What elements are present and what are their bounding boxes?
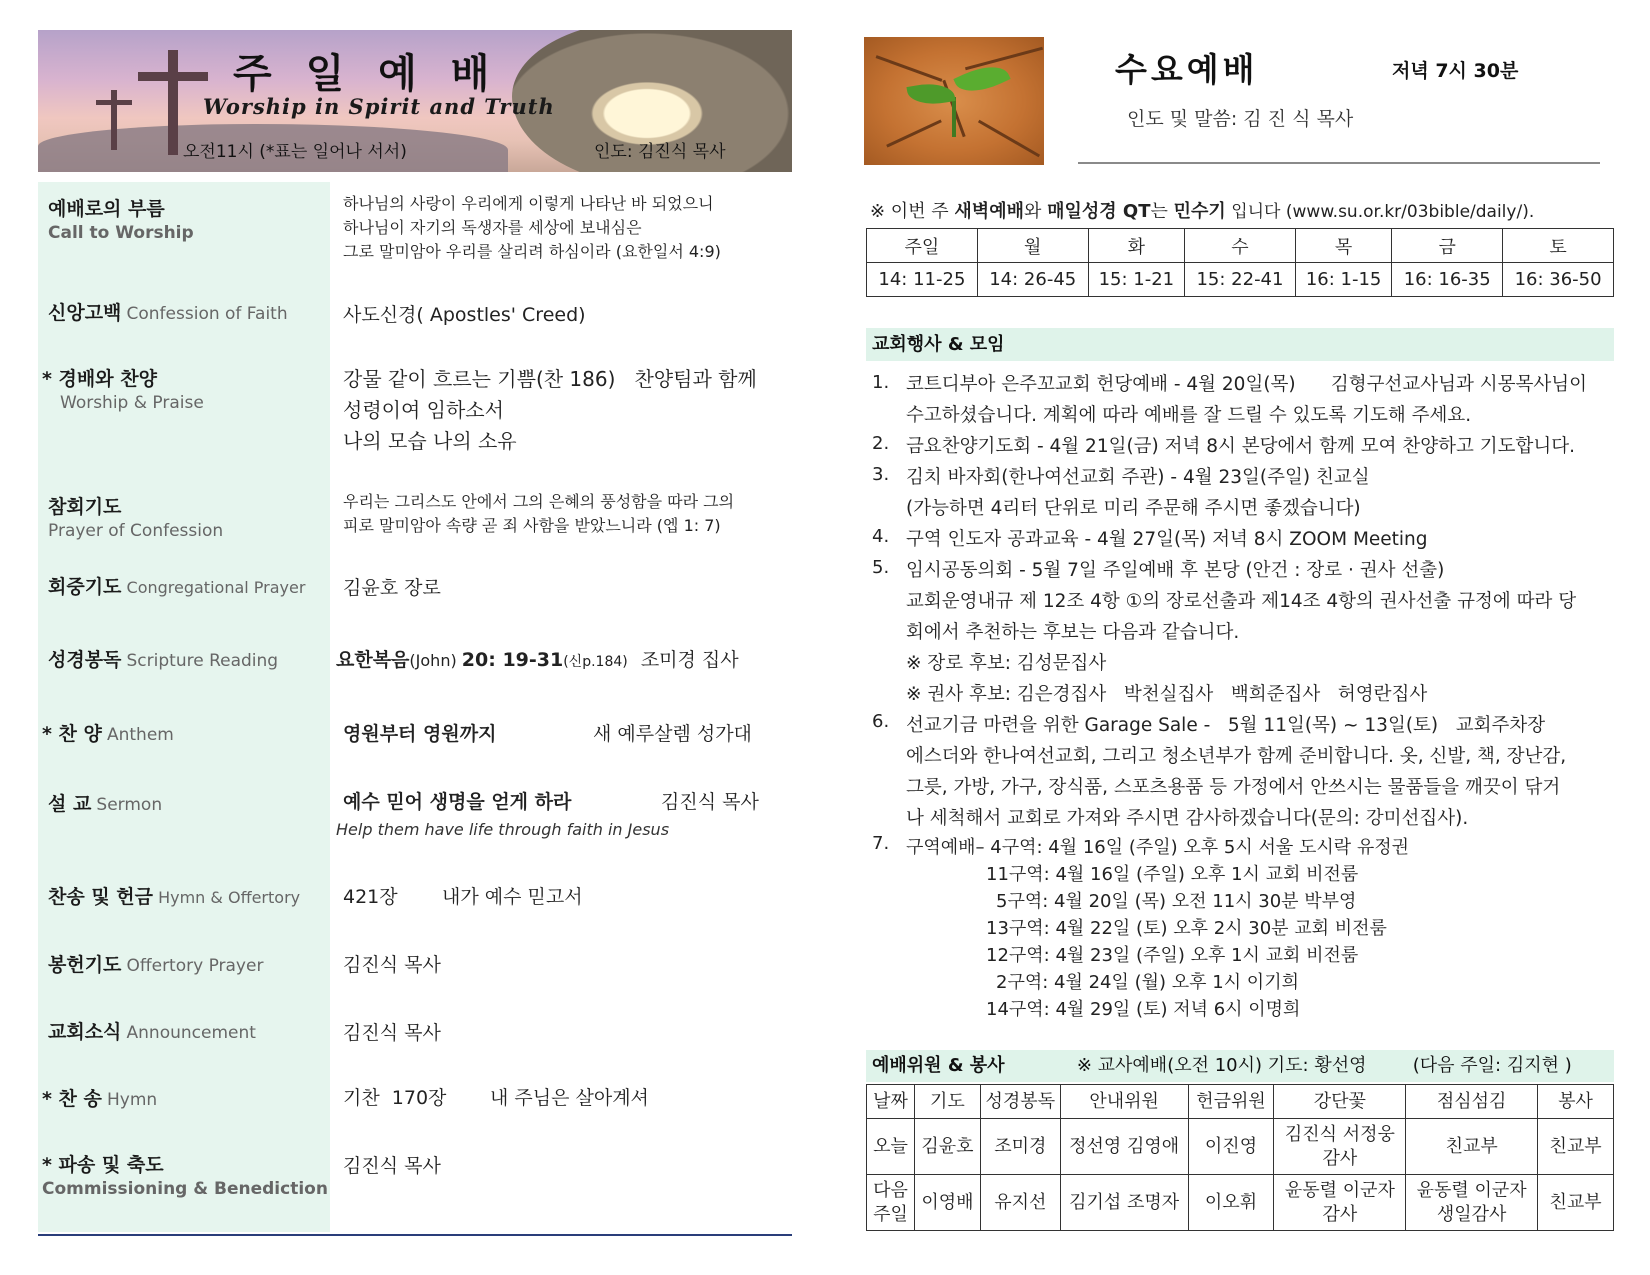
song-line: 나의 모습 나의 소유 <box>343 429 517 453</box>
item-label-en: Prayer of Confession <box>48 521 224 541</box>
staff-cell: 조미경 <box>980 1119 1060 1175</box>
event-line: 14구역: 4월 29일 (토) 저녁 6시 이명희 <box>986 999 1301 1020</box>
staff-column-header: 안내위원 <box>1060 1085 1188 1119</box>
staff-cell: 다음 주일 <box>867 1175 915 1231</box>
qt-readings-row <box>867 263 1614 297</box>
staff-column-header: 헌금위원 <box>1188 1085 1274 1119</box>
item-label-en: Hymn & Offertory <box>158 888 301 907</box>
item-label-en: Hymn <box>106 1090 158 1110</box>
offertory-hymn-number: 421장 <box>343 886 398 908</box>
event-number: 1. <box>872 372 890 393</box>
scripture-reference <box>336 645 739 672</box>
staff-column-header: 기도 <box>914 1085 980 1119</box>
sunday-leader: 인도: 김진식 목사 <box>594 142 726 162</box>
qt-note-text: 입니다 (www.su.or.kr/03bible/daily/). <box>1225 202 1535 222</box>
wednesday-title: 수요예배 <box>1115 50 1259 89</box>
event-line: 에스더와 한나여선교회, 그리고 청소년부가 함께 준비합니다. 옷, 신발, 책, 장난감, <box>906 746 1567 767</box>
sprout-image <box>864 37 1044 165</box>
event-line: 선교기금 마련을 위한 Garage Sale - 5월 11일(목) ~ 13일(토) 교회주차장 <box>906 715 1546 736</box>
item-label-en: Sermon <box>96 795 163 815</box>
text-line: 피로 말미암아 속량 곧 죄 사함을 받았느니라 (엡 1: 7) <box>343 516 721 535</box>
item-label-en: Commissioning & Benediction <box>42 1179 328 1199</box>
qt-reading-cell: 14: 26-45 <box>977 263 1088 297</box>
event-line: ※ 권사 후보: 김은경집사 박천실집사 백희준집사 허영란집사 <box>906 684 1428 705</box>
qt-note-text: 와 <box>1023 201 1048 222</box>
text-line: 하나님의 사랑이 우리에게 이렇게 나타난 바 되었으니 <box>343 194 714 213</box>
order-item-scripture <box>48 645 278 672</box>
qt-day-cell: 화 <box>1088 229 1184 263</box>
staff-cell: 오늘 <box>867 1119 915 1175</box>
staff-cell: 친교부 <box>1538 1175 1614 1231</box>
event-line: 나 세척해서 교회로 가져와 주시면 감사하겠습니다(문의: 강미선집사). <box>906 808 1469 829</box>
confession-value: 사도신경( Apostles' Creed) <box>343 304 586 326</box>
staff-row-today <box>867 1119 1614 1175</box>
order-item-confession <box>48 298 288 325</box>
small-cross-icon <box>111 90 117 150</box>
qt-day-cell: 토 <box>1503 229 1614 263</box>
order-item-congregational-prayer <box>48 572 305 599</box>
order-sidebar <box>38 182 330 1232</box>
order-item-anthem <box>42 719 174 746</box>
qt-note <box>870 197 1534 223</box>
congregational-prayer-value: 김윤호 장로 <box>343 577 441 599</box>
order-item-prayer-confession <box>48 492 223 541</box>
qt-note-bold: 매일성경 QT <box>1047 201 1151 222</box>
event-number: 2. <box>872 433 890 454</box>
item-label-ko: 참회기도 <box>48 496 122 518</box>
event-line: 코트디부아 은주꼬교회 헌당예배 - 4월 20일(목) 김형구선교사님과 시몽목사님이 <box>906 374 1587 395</box>
event-number: 5. <box>872 557 890 578</box>
event-line: 13구역: 4월 22일 (토) 오후 2시 30분 교회 비전룸 <box>986 918 1387 939</box>
event-line: 구역 인도자 공과교육 - 4월 27일(목) 저녁 8시 ZOOM Meeting <box>906 529 1428 550</box>
order-item-sermon <box>48 789 162 816</box>
wednesday-rule <box>1078 162 1600 164</box>
qt-days-row <box>867 229 1614 263</box>
item-label-ko: 봉헌기도 <box>48 954 122 976</box>
staff-cell: 친교부 <box>1538 1119 1614 1175</box>
item-label-en: Confession of Faith <box>126 304 288 324</box>
event-line: 2구역: 4월 24일 (월) 오후 1시 이기희 <box>996 972 1299 993</box>
prayer-confession-text <box>343 490 734 538</box>
qt-reading-cell: 16: 16-35 <box>1392 263 1503 297</box>
closing-hymn-title: 내 주님은 살아계셔 <box>490 1087 649 1109</box>
qt-reading-table <box>866 228 1614 297</box>
staff-header-row <box>867 1085 1614 1119</box>
event-line: 수고하셨습니다. 계획에 따라 예배를 잘 드릴 수 있도록 기도해 주세요. <box>906 405 1472 426</box>
staff-column-header: 성경봉독 <box>980 1085 1060 1119</box>
anthem-title: 영원부터 영원까지 <box>343 723 497 745</box>
staff-heading: 예배위원 & 봉사 <box>872 1055 1005 1076</box>
staff-column-header: 강단꽃 <box>1274 1085 1406 1119</box>
scripture-book: 요한복음 <box>336 649 410 671</box>
staff-table <box>866 1084 1614 1231</box>
order-item-announcement <box>48 1017 256 1044</box>
offertory-hymn-title: 내가 예수 믿고서 <box>442 886 583 908</box>
item-label-ko: * 찬 송 <box>42 1088 102 1110</box>
staff-cell: 김진식 서정웅 감사 <box>1274 1119 1406 1175</box>
offertory-prayer-value: 김진식 목사 <box>343 954 441 976</box>
order-item-call-to-worship <box>48 194 194 243</box>
staff-column-header: 날짜 <box>867 1085 915 1119</box>
wednesday-leader: 인도 및 말씀: 김 진 식 목사 <box>1127 108 1354 130</box>
order-item-hymn-offertory <box>48 882 300 909</box>
scripture-book-en: (John) <box>409 651 457 670</box>
cross-icon <box>168 50 178 155</box>
small-cross-bar-icon <box>96 100 132 105</box>
text-line: 하나님이 자기의 독생자를 세상에 보내심은 <box>343 218 642 237</box>
staff-column-header: 점심섬김 <box>1406 1085 1538 1119</box>
order-item-hymn <box>42 1084 157 1111</box>
order-item-benediction <box>42 1150 328 1199</box>
qt-day-cell: 금 <box>1392 229 1503 263</box>
event-line: 회에서 추천하는 후보는 다음과 같습니다. <box>906 622 1240 643</box>
qt-note-bold: 새벽예배 <box>954 201 1024 222</box>
announcement-value: 김진식 목사 <box>343 1022 441 1044</box>
events-heading: 교회행사 & 모임 <box>866 328 1614 361</box>
staff-cell: 이오휘 <box>1188 1175 1274 1231</box>
event-number: 3. <box>872 464 890 485</box>
next-week-note: (다음 주일: 김지현 ) <box>1412 1055 1572 1076</box>
order-bottom-rule <box>38 1234 792 1236</box>
event-line: 구역예배– 4구역: 4월 16일 (주일) 오후 5시 서울 도시락 유정권 <box>906 837 1410 858</box>
qt-day-cell: 수 <box>1185 229 1296 263</box>
call-to-worship-text <box>343 192 721 264</box>
staff-heading-bar <box>866 1050 1614 1082</box>
sunday-title: 주 일 예 배 <box>233 51 500 97</box>
scripture-reader: 조미경 집사 <box>640 649 739 671</box>
item-label-ko: 교회소식 <box>48 1021 122 1043</box>
sunday-time: 오전11시 (*표는 일어나 서서) <box>183 142 407 162</box>
scripture-page: (신p.184) <box>563 654 628 670</box>
item-label-en: Call to Worship <box>48 223 194 243</box>
item-label-ko: * 경배와 찬양 <box>42 368 157 390</box>
song-line: 강물 같이 흐르는 기쁨(찬 186) 찬양팀과 함께 <box>343 367 757 391</box>
anthem-choir: 새 예루살렘 성가대 <box>593 723 752 745</box>
sunday-banner <box>38 30 792 172</box>
item-label-en: Offertory Prayer <box>126 956 264 976</box>
qt-note-bold: 민수기 <box>1173 201 1226 222</box>
benediction-value: 김진식 목사 <box>343 1155 441 1177</box>
event-line: 5구역: 4월 20일 (목) 오전 11시 30분 박부영 <box>996 891 1357 912</box>
staff-cell: 유지선 <box>980 1175 1060 1231</box>
order-item-offertory-prayer <box>48 950 263 977</box>
event-line: 교회운영내규 제 12조 4항 ①의 장로선출과 제14조 4항의 권사선출 규정에 따라 당 <box>906 591 1577 612</box>
staff-cell: 친교부 <box>1406 1119 1538 1175</box>
qt-reading-cell: 16: 36-50 <box>1503 263 1614 297</box>
item-label-ko: 예배로의 부름 <box>48 198 165 220</box>
event-line: 김치 바자회(한나여선교회 주관) - 4월 23일(주일) 친교실 <box>906 467 1370 488</box>
event-line: 12구역: 4월 23일 (주일) 오후 1시 교회 비전룸 <box>986 945 1359 966</box>
order-item-worship-praise <box>42 364 204 413</box>
song-line: 성령이여 임하소서 <box>343 398 504 422</box>
item-label-en: Anthem <box>106 725 174 745</box>
qt-reading-cell: 14: 11-25 <box>867 263 978 297</box>
qt-note-text: ※ 이번 주 <box>870 201 955 222</box>
staff-cell: 윤동렬 이군자 생일감사 <box>1406 1175 1538 1231</box>
item-label-en: Worship & Praise <box>60 393 204 413</box>
event-line: 임시공동의회 - 5월 7일 주일예배 후 본당 (안건 : 장로 · 권사 선출) <box>906 560 1445 581</box>
sermon-preacher: 김진식 목사 <box>661 791 759 813</box>
item-label-en: Scripture Reading <box>126 651 279 671</box>
event-number: 7. <box>872 833 890 854</box>
qt-day-cell: 주일 <box>867 229 978 263</box>
staff-cell: 이영배 <box>914 1175 980 1231</box>
event-line: 그릇, 가방, 가구, 장식품, 스포츠용품 등 가정에서 안쓰시는 물품들을 깨끗이 닦거 <box>906 777 1561 798</box>
item-label-ko: 찬송 및 헌금 <box>48 886 153 908</box>
staff-cell: 윤동렬 이군자 감사 <box>1274 1175 1406 1231</box>
event-number: 4. <box>872 526 890 547</box>
staff-cell: 김윤호 <box>914 1119 980 1175</box>
praise-songs <box>343 364 757 457</box>
item-label-ko: 성경봉독 <box>48 649 122 671</box>
text-line: 우리는 그리스도 안에서 그의 은혜의 풍성함을 따라 그의 <box>343 492 735 511</box>
item-label-ko: * 찬 양 <box>42 723 102 745</box>
sunday-subtitle: Worship in Spirit and Truth <box>203 94 555 119</box>
item-label-ko: * 파송 및 축도 <box>42 1154 164 1176</box>
cross-bar-icon <box>138 72 208 81</box>
qt-day-cell: 목 <box>1295 229 1391 263</box>
sermon-english: Help them have life through faith in Jesus <box>336 820 670 839</box>
qt-note-text: 는 <box>1150 201 1174 222</box>
staff-cell: 이진영 <box>1188 1119 1274 1175</box>
item-label-en: Announcement <box>126 1023 256 1043</box>
text-line: 그로 말미암아 우리를 살리려 하심이라 (요한일서 4:9) <box>343 242 721 261</box>
item-label-en: Congregational Prayer <box>126 578 306 597</box>
qt-reading-cell: 15: 1-21 <box>1088 263 1184 297</box>
staff-column-header: 봉사 <box>1538 1085 1614 1119</box>
event-number: 6. <box>872 711 890 732</box>
qt-reading-cell: 16: 1-15 <box>1295 263 1391 297</box>
event-line: ※ 장로 후보: 김성문집사 <box>906 653 1107 674</box>
staff-cell: 정선영 김영애 <box>1060 1119 1188 1175</box>
wednesday-time: 저녁 7시 30분 <box>1392 60 1519 82</box>
sermon-title: 예수 믿어 생명을 얻게 하라 <box>343 791 572 813</box>
event-line: 11구역: 4월 16일 (주일) 오후 1시 교회 비전룸 <box>986 864 1359 885</box>
item-label-ko: 신앙고백 <box>48 302 122 324</box>
item-label-ko: 설 교 <box>48 793 92 815</box>
closing-hymn-number: 기찬 170장 <box>343 1087 447 1109</box>
item-label-ko: 회중기도 <box>48 576 122 598</box>
qt-day-cell: 월 <box>977 229 1088 263</box>
qt-reading-cell: 15: 22-41 <box>1185 263 1296 297</box>
event-line: 금요찬양기도회 - 4월 21일(금) 저녁 8시 본당에서 함께 모여 찬양하고 기도합니다. <box>906 436 1576 457</box>
staff-row-next <box>867 1175 1614 1231</box>
event-line: (가능하면 4리터 단위로 미리 주문해 주시면 좋겠습니다) <box>906 498 1361 519</box>
scripture-verse: 20: 19-31 <box>461 649 564 671</box>
teacher-worship-note: ※ 교사예배(오전 10시) 기도: 황선영 <box>1076 1055 1367 1076</box>
staff-cell: 김기섭 조명자 <box>1060 1175 1188 1231</box>
